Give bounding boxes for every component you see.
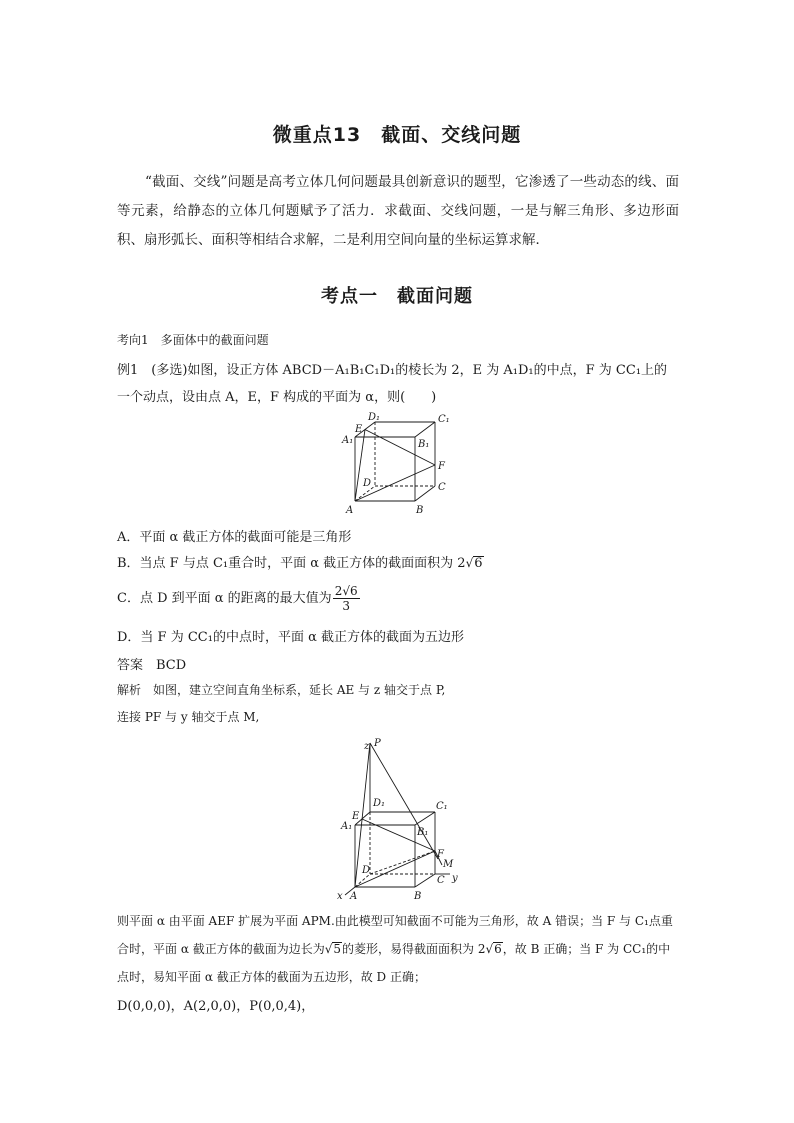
label-x: x: [337, 891, 343, 901]
label-D: D: [363, 478, 372, 489]
option-c-denominator: 3: [342, 599, 350, 613]
page-title: 微重点13 截面、交线问题: [272, 124, 522, 146]
conclusion-part-2: 的菱形，易得截面面积为 2: [342, 942, 486, 956]
label-z: z: [364, 741, 370, 752]
label-A1: A₁: [342, 435, 354, 446]
label-C1: C₁: [436, 801, 448, 812]
label-C: C: [437, 875, 445, 886]
label-D1: D₁: [368, 412, 381, 423]
label-C: C: [438, 482, 446, 493]
label-D: D: [362, 865, 371, 876]
kaoxiang-heading: 考向1 多面体中的截面问题: [117, 333, 269, 347]
label-A: A: [350, 891, 358, 901]
label-A1: A₁: [341, 821, 353, 832]
conclusion-part-3: ，故 B 正确；当 F 为 CC₁的中点时，易知平面 α 截正方体的截面为五边形，故 D 正确；: [117, 942, 671, 984]
coords-line: D(0,0,0)，A(2,0,0)，P(0,0,4)，: [117, 999, 315, 1014]
label-D1: D₁: [373, 798, 386, 809]
example-line-1: 例1 (多选)如图，设正方体 ABCD－A₁B₁C₁D₁的棱长为 2，E 为 A₁D₁的中点，F 为 CC₁上的: [117, 363, 668, 378]
section-heading: 考点一 截面问题: [321, 286, 473, 307]
cube-figure: [330, 405, 470, 517]
option-d: D．当 F 为 CC₁的中点时，平面 α 截正方体的截面为五边形: [117, 630, 464, 645]
label-F: F: [438, 461, 445, 472]
answer-line: 答案 BCD: [117, 658, 187, 673]
option-c-fraction: [333, 584, 360, 613]
analysis-line-2: 连接 PF 与 y 轴交于点 M,: [117, 710, 260, 724]
coordinate-cube-figure: [330, 733, 470, 901]
label-F: F: [437, 849, 444, 860]
conclusion-radicand-2: 6: [494, 942, 502, 956]
label-B1: B₁: [417, 827, 429, 838]
label-B: B: [414, 891, 422, 901]
option-c: [117, 584, 360, 613]
option-a: A．平面 α 截正方体的截面可能是三角形: [117, 530, 352, 545]
conclusion-paragraph: 则平面 α 由平面 AEF 扩展为平面 APM.由此模型可知截面不可能为三角形，故 A 错误；当 F 与 C₁点重合时，平面 α 截正方体的截面为边长为√5的菱形，易得截面面积为 2√6，故 B 正确；当 F 为 CC₁的中点时，易知平面 α 截正方体的截面为五边形，故 D 正确；: [117, 914, 673, 984]
label-y: y: [452, 873, 458, 884]
label-A: A: [346, 505, 354, 516]
option-b-radicand: 6: [474, 556, 483, 571]
label-E: E: [352, 811, 360, 822]
conclusion-radicand-1: 5: [333, 942, 342, 956]
option-b: B．当点 F 与点 C₁重合时，平面 α 截正方体的截面面积为 2√6: [117, 556, 483, 571]
option-c-text: C．点 D 到平面 α 的距离的最大值为: [117, 591, 332, 606]
label-M: M: [443, 859, 454, 870]
label-E: E: [355, 424, 363, 435]
label-B: B: [416, 505, 424, 516]
label-B1: B₁: [418, 439, 430, 450]
option-b-text: B．当点 F 与点 C₁重合时，平面 α 截正方体的截面面积为 2: [117, 556, 466, 571]
option-c-numerator: 2√6: [334, 584, 358, 598]
conclusion-part-1: 则平面 α 由平面 AEF 扩展为平面 APM.由此模型可知截面不可能为三角形，故 A 错误；当 F 与 C₁点重合时，平面 α 截正方体的截面为边长为: [117, 914, 673, 956]
label-C1: C₁: [438, 414, 450, 425]
example-line-2: 一个动点，设由点 A，E，F 构成的平面为 α，则( ): [117, 390, 437, 405]
analysis-line-1: 解析 如图，建立空间直角坐标系，延长 AE 与 z 轴交于点 P,: [117, 683, 446, 697]
label-P: P: [374, 738, 381, 749]
intro-paragraph: “截面、交线”问题是高考立体几何问题最具创新意识的题型，它渗透了一些动态的线、面等元素，给静态的立体几何题赋予了活力．求截面、交线问题，一是与解三角形、多边形面积、扇形弧长、面积等相结合求解，二是利用空间向量的坐标运算求解．: [117, 174, 679, 248]
